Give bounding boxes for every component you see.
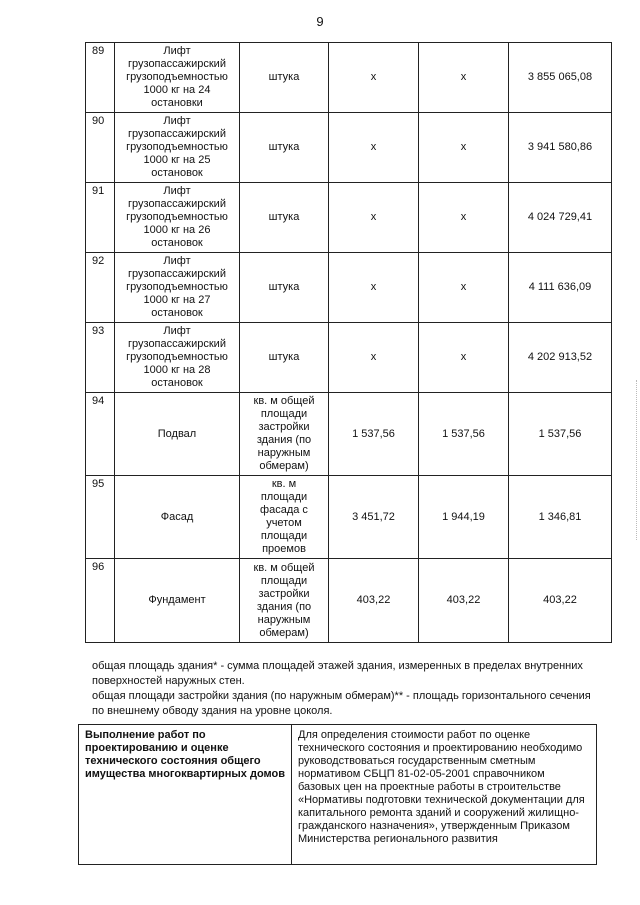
item-name: Лифт грузопассажирский грузоподъемностью 1000 кг на 28 остановок xyxy=(115,323,240,393)
page-number: 9 xyxy=(316,14,324,29)
unit: штука xyxy=(240,113,329,183)
value-2: 1 944,19 xyxy=(419,476,509,559)
value-2: х xyxy=(419,43,509,113)
item-name: Лифт грузопассажирский грузоподъемностью 1000 кг на 26 остановок xyxy=(115,183,240,253)
row-number: 95 xyxy=(86,476,115,559)
unit: штука xyxy=(240,43,329,113)
row-number: 91 xyxy=(86,183,115,253)
table-row xyxy=(86,323,612,393)
value-1: х xyxy=(329,253,419,323)
item-name: Фундамент xyxy=(115,559,240,643)
value-1: 3 451,72 xyxy=(329,476,419,559)
table-row xyxy=(86,183,612,253)
table-row xyxy=(86,253,612,323)
works-table xyxy=(78,724,597,865)
unit: штука xyxy=(240,183,329,253)
value-2: х xyxy=(419,113,509,183)
value-2: 403,22 xyxy=(419,559,509,643)
value-3: 3 855 065,08 xyxy=(509,43,612,113)
unit: кв. м площади фасада с учетом площади проемов xyxy=(240,476,329,559)
row-number: 89 xyxy=(86,43,115,113)
value-3: 1 537,56 xyxy=(509,393,612,476)
table-row xyxy=(79,725,597,865)
value-1: 1 537,56 xyxy=(329,393,419,476)
row-number: 96 xyxy=(86,559,115,643)
works-title: Выполнение работ по проектированию и оценке технического состояния общего имущества многоквартирных домов xyxy=(79,725,292,865)
value-3: 1 346,81 xyxy=(509,476,612,559)
value-1: х xyxy=(329,323,419,393)
value-3: 3 941 580,86 xyxy=(509,113,612,183)
table-row xyxy=(86,113,612,183)
scan-edge-mark xyxy=(636,380,638,540)
value-1: 403,22 xyxy=(329,559,419,643)
row-number: 94 xyxy=(86,393,115,476)
value-3: 4 024 729,41 xyxy=(509,183,612,253)
item-name: Лифт грузопассажирский грузоподъемностью 1000 кг на 25 остановок xyxy=(115,113,240,183)
table-row xyxy=(86,393,612,476)
table-row xyxy=(86,559,612,643)
footnotes xyxy=(92,659,592,719)
item-name: Подвал xyxy=(115,393,240,476)
table-row xyxy=(86,476,612,559)
unit: штука xyxy=(240,253,329,323)
unit: кв. м общей площади застройки здания (по наружным обмерам) xyxy=(240,393,329,476)
value-2: х xyxy=(419,323,509,393)
value-2: 1 537,56 xyxy=(419,393,509,476)
works-description: Для определения стоимости работ по оценке технического состояния и проектированию необходимо руководствоваться государственным сметным нормативом СБЦП 81-02-05-2001 справочником базовых цен на проектные работы в строительстве «Нормативы подготовки технической документации для капитального ремонта зданий и сооружений жилищно-гражданского назначения», утвержденным Приказом Министерства регионального развития xyxy=(292,725,597,865)
item-name: Фасад xyxy=(115,476,240,559)
row-number: 93 xyxy=(86,323,115,393)
item-name: Лифт грузопассажирский грузоподъемностью 1000 кг на 24 остановки xyxy=(115,43,240,113)
value-1: х xyxy=(329,113,419,183)
table-row xyxy=(86,43,612,113)
value-2: х xyxy=(419,183,509,253)
unit: штука xyxy=(240,323,329,393)
row-number: 90 xyxy=(86,113,115,183)
value-1: х xyxy=(329,183,419,253)
value-3: 403,22 xyxy=(509,559,612,643)
row-number: 92 xyxy=(86,253,115,323)
value-2: х xyxy=(419,253,509,323)
value-3: 4 202 913,52 xyxy=(509,323,612,393)
footnote-built-area: общая площади застройки здания (по наружным обмерам)** - площадь горизонтального сечения по внешнему обводу здания на уровне цоколя. xyxy=(92,690,591,717)
price-table xyxy=(85,42,612,643)
item-name: Лифт грузопассажирский грузоподъемностью 1000 кг на 27 остановок xyxy=(115,253,240,323)
footnote-total-area: общая площадь здания* - сумма площадей этажей здания, измеренных в пределах внутренних поверхностей наружных стен. xyxy=(92,660,583,687)
value-1: х xyxy=(329,43,419,113)
unit: кв. м общей площади застройки здания (по наружным обмерам) xyxy=(240,559,329,643)
value-3: 4 111 636,09 xyxy=(509,253,612,323)
